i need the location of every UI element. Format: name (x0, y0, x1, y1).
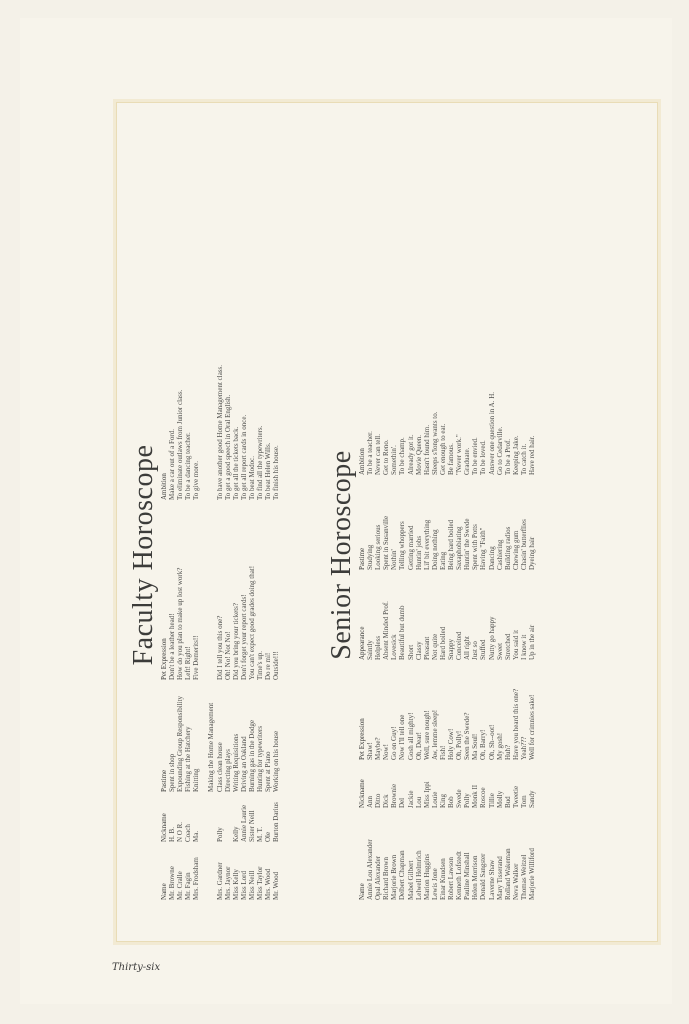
table-cell: Louie (430, 791, 439, 808)
senior-row (520, 315, 528, 900)
table-cell: Well for crimnies sake! (527, 694, 536, 760)
senior-header: Pastime (358, 547, 366, 570)
table-cell: Marion Huggins (422, 853, 431, 900)
table-cell: To be loved. (479, 440, 488, 475)
table-cell: Be famous. (447, 443, 456, 475)
table-cell: Being hard boiled (447, 519, 456, 570)
table-cell: To get all report cards in once. (239, 414, 248, 500)
table-cell: Do re mi! (264, 652, 273, 680)
table-cell: Oh! No! Not No! (223, 631, 232, 680)
table-cell: Stretched (503, 633, 512, 660)
table-cell: Classy (414, 641, 423, 660)
table-cell: Brownie (390, 783, 399, 808)
faculty-row (240, 280, 248, 900)
table-cell: Five Demerits!! (192, 635, 201, 680)
table-cell: Sleeps s'long wants to. (430, 411, 439, 475)
table-cell: Dick (382, 794, 391, 808)
table-cell: Huntin' jobs (414, 535, 423, 570)
faculty-header: Nickname (160, 813, 168, 842)
table-cell: Hasn't found him. (422, 424, 431, 475)
senior-row (390, 315, 398, 900)
faculty-row (272, 280, 280, 900)
table-cell: King (438, 794, 447, 808)
table-cell (207, 842, 215, 900)
table-cell: Spent with Potts (471, 524, 480, 570)
table-cell: Roscoe (479, 787, 488, 808)
table-cell: Fishing at the Hatchery (184, 726, 193, 792)
table-cell: Dyeing hair (527, 536, 536, 570)
table-cell: Ditto (374, 793, 383, 808)
senior-row (463, 315, 471, 900)
table-cell: Ma Soul! (471, 733, 480, 760)
table-cell: My gosh! (495, 732, 504, 760)
faculty-header: Ambition (160, 473, 168, 500)
faculty-row (184, 280, 192, 900)
faculty-header-row (160, 280, 168, 900)
senior-row (382, 315, 390, 900)
table-cell: Miss Lord (239, 871, 248, 900)
table-cell: Miss Ippi (422, 781, 431, 808)
table-cell: Oh, Polly! (455, 730, 464, 760)
senior-header: Name (358, 883, 366, 900)
table-cell: Nothin' (390, 549, 399, 570)
table-cell: Looking serious (374, 524, 383, 570)
table-cell: Time's up. (256, 650, 265, 680)
table-cell: Rolland Wakeman (503, 848, 512, 900)
table-cell: Class clean house (215, 742, 224, 792)
table-cell: To be envied. (471, 437, 480, 475)
table-cell: Dancing (487, 546, 496, 570)
table-cell: Beautiful but dumb (398, 605, 407, 660)
table-cell: Oh, Dear! (414, 732, 423, 760)
table-cell: Get enough to eat. (438, 423, 447, 475)
senior-row (512, 315, 520, 900)
rotated-content (128, 210, 648, 900)
table-cell: You said it (511, 629, 520, 660)
table-cell (207, 280, 215, 500)
table-cell: Shaw! (366, 742, 375, 760)
table-cell: To be a Prof. (503, 438, 512, 475)
table-cell: Don't be a leather head! (168, 613, 177, 680)
table-cell: Robert Lawson (447, 857, 456, 900)
senior-row (374, 315, 382, 900)
table-cell: Jackie (406, 790, 415, 808)
table-cell: Oh, Sh--oot! (487, 724, 496, 760)
table-cell: Huh? (503, 744, 512, 760)
table-cell: To have another good Home Management class. (215, 365, 224, 500)
table-cell: I know it (519, 634, 528, 660)
table-cell: Ma. (192, 830, 201, 842)
table-cell: You can't expect good grades doing that! (247, 565, 256, 680)
table-cell: Never can tell. (374, 433, 383, 475)
table-cell: Spent in Susanville (382, 515, 391, 570)
table-cell: Did I tell you this one? (215, 615, 224, 680)
table-cell: Lovesick (390, 634, 399, 660)
table-cell: Molly (495, 790, 504, 808)
table-cell: To be champ. (398, 437, 407, 475)
table-cell: Neva Walker (511, 863, 520, 900)
table-cell: Mr. Fagin (184, 872, 193, 900)
table-cell: Miss Neill (247, 870, 256, 900)
table-cell: Mr. Browne (168, 866, 177, 900)
table-cell: Burton Darius (272, 802, 281, 842)
table-cell: Marjorie Brown (390, 854, 399, 900)
senior-row (423, 315, 431, 900)
faculty-row (207, 280, 215, 900)
table-cell: Mrs. Wood (264, 868, 273, 900)
table-cell: Lou (414, 796, 423, 808)
table-cell: Lelwell Helmrich (414, 850, 423, 900)
table-cell: Mrs. Jaynor (223, 866, 232, 900)
senior-header: Pet Expression (358, 718, 366, 760)
senior-row (455, 315, 463, 900)
table-cell (207, 792, 215, 842)
table-cell: Annie Lou Alexander (366, 839, 375, 900)
table-cell: Mary Tisserand (495, 856, 504, 900)
table-cell: Directing plays (223, 749, 232, 792)
table-cell: Del (398, 797, 407, 808)
table-cell: Did you bring your tickets? (231, 603, 240, 680)
table-cell: Up in the air (527, 624, 536, 660)
page-number: Thirty-six (112, 962, 161, 973)
table-cell: Coach (184, 824, 193, 842)
table-cell: Richard Brown (382, 857, 391, 900)
table-cell: Miss Taylor (256, 866, 265, 900)
table-cell: Make a car out of a Ford. (168, 429, 177, 500)
table-cell: Seen the Swede? (463, 712, 472, 760)
table-cell: N O R. (176, 821, 185, 842)
table-cell: Laverne Shaw (487, 859, 496, 900)
table-cell: Chasin' butterflies (519, 519, 528, 570)
table-cell: Somethin'. (390, 445, 399, 475)
table-cell: Huntin' the Swede (463, 518, 472, 570)
table-cell: To be a dancing teacher. (184, 432, 193, 500)
table-cell: Sandy (527, 790, 536, 808)
table-cell: Working on his house (272, 730, 281, 792)
table-cell: Yeah??? (519, 736, 528, 760)
senior-row (504, 315, 512, 900)
table-cell: Chewing gum (511, 530, 520, 570)
table-cell: Polly (215, 827, 224, 842)
senior-row (366, 315, 374, 900)
faculty-section (128, 210, 280, 900)
table-cell: Kenneth Lofstedt (455, 851, 464, 900)
table-cell: Left! Right! (184, 646, 193, 680)
table-cell: Swede (455, 789, 464, 808)
table-cell: All right (463, 636, 472, 660)
table-cell: Polly (463, 793, 472, 808)
senior-header: Ambition (358, 448, 366, 475)
table-cell: "Never work." (455, 434, 464, 475)
table-cell (207, 500, 215, 680)
table-cell: Spent at Piano (264, 751, 273, 792)
senior-row (398, 315, 406, 900)
table-cell: Spent in shop (168, 753, 177, 792)
table-cell: To find all the typewriters. (256, 425, 265, 500)
table-cell: Writing Requisitions (231, 733, 240, 792)
table-cell: Holy Cow! (447, 728, 456, 760)
table-cell: Annie Laurie (239, 804, 248, 842)
table-cell: Already got it. (406, 434, 415, 475)
senior-header: Appearance (358, 626, 366, 660)
table-cell: To finish his house. (272, 445, 281, 500)
table-cell: Marjorie Williford (527, 848, 536, 900)
faculty-row (232, 280, 240, 900)
table-cell: Lewis Jone (430, 868, 439, 900)
senior-row (431, 315, 439, 900)
table-cell: Bob (447, 796, 456, 808)
table-cell: Graduate. (463, 447, 472, 475)
senior-row (528, 315, 536, 900)
table-cell: Keeping Jake. (511, 435, 520, 475)
faculty-header: Name (160, 883, 168, 900)
table-cell: Maybe? (374, 737, 383, 760)
senior-row (479, 315, 487, 900)
table-cell: Now I'll tell one (398, 714, 407, 760)
senior-row (415, 315, 423, 900)
table-cell: M. T. (256, 826, 265, 842)
table-cell (200, 500, 207, 680)
table-cell: Fish! (438, 745, 447, 760)
senior-title: Senior Horoscope (326, 450, 357, 660)
table-cell: To get a good speech in Oral English. (223, 394, 232, 500)
table-cell: Gosh all mighty! (406, 712, 415, 760)
senior-row (496, 315, 504, 900)
senior-section (326, 210, 536, 900)
table-cell: Well, sure nough! (422, 710, 431, 760)
table-cell: Thomas Weitzel (519, 854, 528, 900)
table-cell: Making the Home Management (207, 702, 216, 792)
table-cell: Burning gas in the Dodge (247, 720, 256, 792)
faculty-header: Pastime (160, 769, 168, 792)
table-cell: Have you heard this one? (511, 688, 520, 760)
faculty-title: Faculty Horoscope (128, 444, 159, 666)
table-cell: Movie Queen. (414, 434, 423, 475)
table-cell: Hard boiled (438, 626, 447, 660)
table-cell: Ann (366, 795, 375, 808)
table-cell: Outside!!! (272, 651, 281, 680)
table-cell: Saxaphobiating (455, 526, 464, 570)
table-cell: Tillie (487, 793, 496, 808)
table-cell: Opal Alexander (374, 855, 383, 900)
table-cell: Mrs. Gardner (215, 862, 224, 900)
table-cell: Tom (519, 795, 528, 808)
table-cell: Cashiering (495, 539, 504, 570)
table-cell: Go to Cedarville. (495, 426, 504, 475)
table-cell: Sweet (495, 642, 504, 660)
table-cell: H. B. (168, 827, 177, 842)
senior-header: Nickname (358, 779, 366, 808)
table-cell: Answer one question in A. H. (487, 391, 496, 475)
table-cell: Tweetie (511, 785, 520, 808)
table-cell (200, 680, 207, 792)
table-cell: Eating (438, 551, 447, 570)
table-cell: To catch it. (519, 443, 528, 475)
senior-table (358, 315, 536, 900)
table-cell: Building radios (503, 526, 512, 570)
table-cell: Stuffed (479, 639, 488, 660)
faculty-row (224, 280, 232, 900)
senior-row (488, 315, 496, 900)
senior-row (439, 315, 447, 900)
table-cell (200, 280, 207, 500)
faculty-row (168, 280, 176, 900)
table-cell: Have red hair. (527, 435, 536, 475)
faculty-row (216, 280, 224, 900)
table-cell: Helpless (374, 635, 383, 660)
table-cell: Mr. Wood (272, 871, 281, 900)
table-cell: Studying (366, 544, 375, 570)
table-cell: Don't forget your report cards! (239, 594, 248, 680)
table-cell: Just so (471, 641, 480, 660)
table-cell: Einar Knudsen (438, 858, 447, 900)
table-cell: Oh, Barry! (479, 729, 488, 760)
faculty-row (192, 280, 200, 900)
table-cell: Having "Faith" (479, 527, 488, 570)
table-cell: Pauline Minshall (463, 852, 472, 900)
table-cell: Knitting (192, 768, 201, 792)
faculty-row (264, 280, 272, 900)
faculty-row (248, 280, 256, 900)
table-cell: Hunting for typewriters (256, 725, 265, 792)
table-cell: Donald Sangster (479, 853, 488, 900)
table-cell: How do you plan to make up lost work? (176, 567, 185, 680)
table-cell: Monk II (471, 784, 480, 808)
table-cell: Driving an Oakland (239, 736, 248, 792)
table-cell: Mr. Cralle (176, 871, 185, 900)
table-cell: Delbert Chapman (398, 850, 407, 900)
table-cell: To get all the tickets back. (231, 426, 240, 500)
table-cell: To beat Modoc. (247, 455, 256, 500)
table-cell (200, 842, 207, 900)
table-cell: To eliminate outlaws from Junior class. (176, 389, 185, 500)
senior-row (471, 315, 479, 900)
table-cell: Go on Guy! (390, 726, 399, 760)
table-cell: Bud (503, 796, 512, 808)
table-cell: Telling whoppers (398, 521, 407, 570)
table-cell: Now! (382, 744, 391, 760)
table-cell (224, 792, 232, 842)
table-cell: Sister Neill (247, 810, 256, 842)
table-cell: Pleasant (422, 636, 431, 660)
table-cell: Mrs. Frodsham (192, 857, 201, 900)
faculty-row (256, 280, 264, 900)
table-cell: Expounding Group Responsibility (176, 695, 185, 792)
table-cell: Miss Kelly (231, 869, 240, 900)
table-cell: To give more. (192, 461, 201, 500)
table-cell: Helen Morrison (471, 855, 480, 900)
table-cell: Absent Minded Prof. (382, 601, 391, 660)
table-cell: To be a teacher. (366, 431, 375, 475)
table-cell: Lil' bit everything (422, 519, 431, 570)
table-cell (200, 792, 207, 842)
table-cell: Saintly (366, 640, 375, 660)
table-cell: Conceited (455, 631, 464, 660)
faculty-table (160, 280, 280, 900)
table-cell: Nutty go happy (487, 616, 496, 660)
faculty-row (200, 280, 207, 900)
faculty-header: Pet Expression (160, 638, 168, 680)
table-cell: Ole (264, 831, 273, 842)
table-cell: Doing nothing (430, 529, 439, 570)
table-cell: Kelly (231, 826, 240, 842)
table-cell: To beat Helen Wills. (264, 442, 273, 500)
table-cell: Getting married (406, 525, 415, 570)
senior-header-row (358, 315, 366, 900)
table-cell: Aw, lemme sleep! (430, 709, 439, 760)
table-cell: Short (406, 644, 415, 660)
table-cell: Not quite (430, 633, 439, 660)
faculty-row (176, 280, 184, 900)
senior-row (407, 315, 415, 900)
table-cell: Mabel Gilbert (406, 860, 415, 900)
table-cell: Snappy (447, 639, 456, 660)
table-cell: Get to Reno. (382, 439, 391, 475)
senior-row (447, 315, 455, 900)
